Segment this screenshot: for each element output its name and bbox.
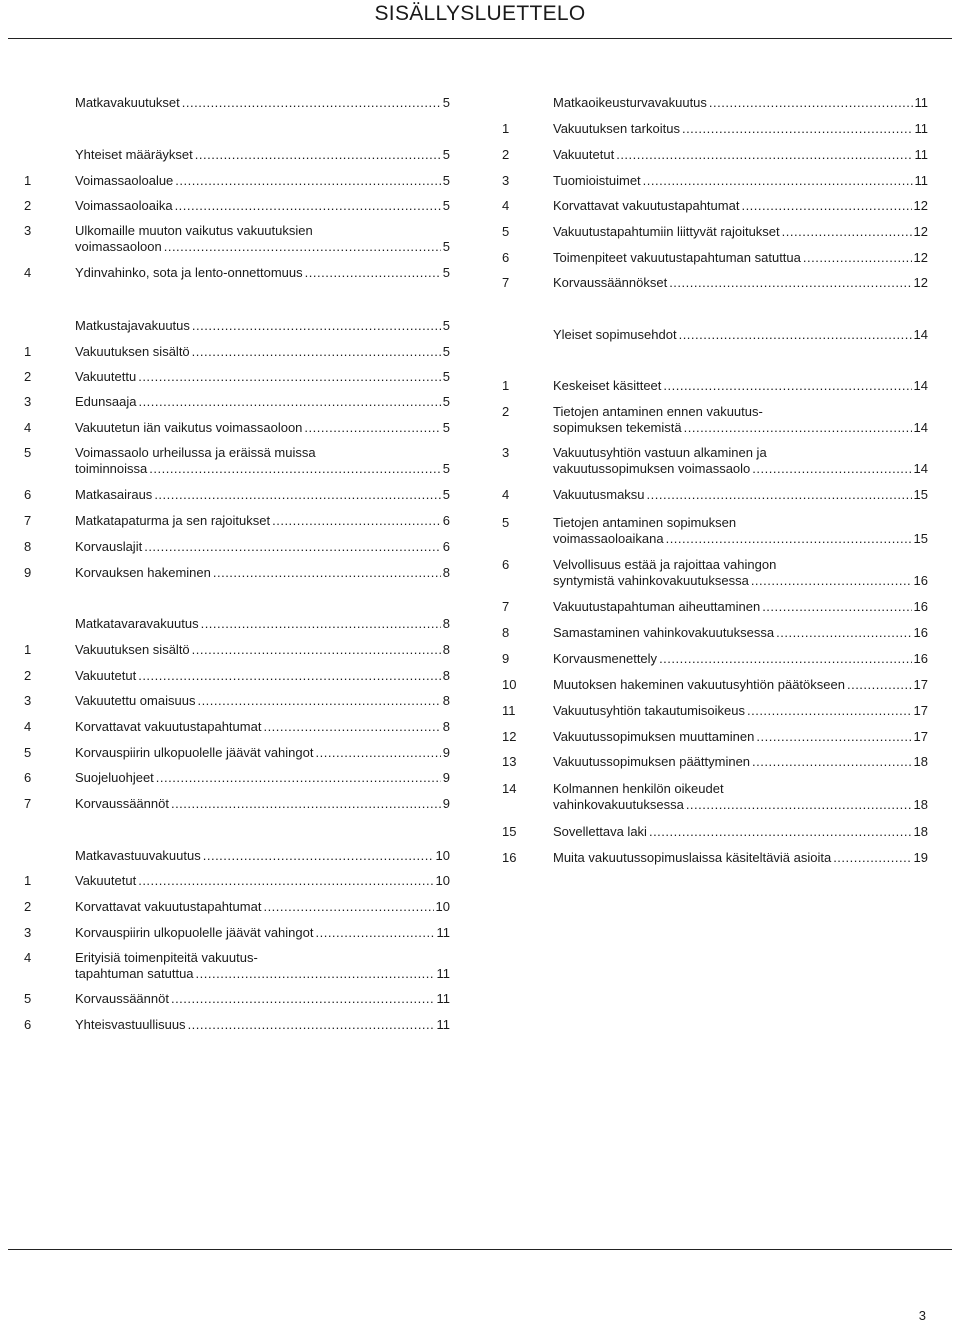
toc-entry-number: 4: [502, 487, 510, 502]
dot-leader: [776, 625, 911, 641]
toc-entry: [24, 565, 450, 581]
toc-entry: [24, 642, 450, 658]
toc-entry-number: 6: [24, 770, 32, 785]
toc-entry: [502, 121, 928, 137]
toc-entry: [502, 599, 928, 615]
toc-entry-page: 9: [442, 770, 450, 785]
toc-entry: [24, 394, 450, 410]
toc-entry-page: 8: [442, 693, 450, 708]
toc-entry-page: 12: [913, 250, 928, 265]
dot-leader: [175, 173, 440, 189]
toc-entry-title: Korvattavat vakuutustapahtumat: [75, 719, 262, 734]
toc-entry-number: 1: [502, 121, 510, 136]
toc-entry-title: syntymistä vahinkovakuutuksessa: [553, 573, 749, 588]
toc-entry-number: 1: [24, 173, 32, 188]
toc-entry-page: 18: [913, 754, 928, 769]
toc-entry-page: 11: [914, 173, 928, 188]
toc-entry-title: Sovellettava laki: [553, 824, 647, 839]
toc-entry: [24, 873, 450, 889]
toc-entry-number: 2: [502, 147, 510, 162]
dot-leader: [203, 848, 434, 864]
toc-entry-page: 8: [442, 565, 450, 580]
toc-entry-title: Voimassaoloalue: [75, 173, 174, 188]
toc-entry-title-line: Erityisiä toimenpiteitä vakuutus-: [75, 950, 258, 965]
toc-entry-title: Vakuutusmaksu: [553, 487, 645, 502]
toc-entry-title: Matkatavaravakuutus: [75, 616, 199, 631]
dot-leader: [659, 651, 911, 667]
toc-entry-number: 1: [24, 642, 32, 657]
toc-entry-title: Yleiset sopimusehdot: [553, 327, 677, 342]
toc-entry-title: Vakuutettu omaisuus: [75, 693, 196, 708]
toc-entry-title: toiminnoissa: [75, 461, 148, 476]
toc-entry-title: vahinkovakuutuksessa: [553, 797, 684, 812]
dot-leader: [752, 754, 911, 770]
toc-entry-title: Ydinvahinko, sota ja lento-onnettomuus: [75, 265, 303, 280]
toc-entry: [24, 693, 450, 709]
dot-leader: [643, 173, 913, 189]
dot-leader: [762, 599, 911, 615]
toc-entry: [24, 223, 450, 255]
toc-entry-title: Muita vakuutussopimuslaissa käsiteltäviä asioita: [553, 850, 832, 865]
toc-entry-title-line: Kolmannen henkilön oikeudet: [553, 781, 724, 796]
toc-entry: [502, 515, 928, 547]
dot-leader: [684, 420, 912, 436]
toc-entry: [502, 729, 928, 745]
dot-leader: [182, 95, 441, 111]
toc-entry-page: 12: [913, 275, 928, 290]
toc-entry-number: 1: [24, 873, 32, 888]
toc-entry-page: 5: [442, 173, 450, 188]
toc-entry-page: 5: [442, 344, 450, 359]
toc-entry: [24, 95, 450, 111]
toc-entry: [24, 198, 450, 214]
toc-entry-title: Vakuutustapahtumiin liittyvät rajoitukset: [553, 224, 780, 239]
dot-leader: [747, 703, 912, 719]
toc-entry: [502, 781, 928, 813]
dot-leader: [196, 966, 435, 982]
toc-entry-page: 5: [442, 198, 450, 213]
toc-entry: [24, 513, 450, 529]
toc-entry-title: Vakuutetut: [75, 668, 137, 683]
toc-entry-title: Tuomioistuimet: [553, 173, 641, 188]
toc-entry-page: 11: [914, 147, 928, 162]
toc-entry-title: Vakuutuksen sisältö: [75, 344, 190, 359]
toc-entry-number: 3: [24, 925, 32, 940]
dot-leader: [175, 198, 441, 214]
dot-leader: [666, 531, 912, 547]
toc-entry-number: 6: [502, 250, 510, 265]
toc-entry-page: 10: [435, 873, 450, 888]
toc-entry-page: 11: [436, 1017, 450, 1032]
dot-leader: [197, 693, 440, 709]
toc-entry: [24, 1017, 450, 1033]
toc-entry-number: 4: [24, 719, 32, 734]
toc-entry-page: 18: [913, 797, 928, 812]
toc-entry-number: 4: [24, 265, 32, 280]
toc-entry-number: 14: [502, 781, 517, 796]
toc-entry-title: Matkavakuutukset: [75, 95, 180, 110]
toc-entry: [502, 625, 928, 641]
toc-entry-title: Samastaminen vahinkovakuutuksessa: [553, 625, 775, 640]
toc-entry-title: Vakuutuksen tarkoitus: [553, 121, 680, 136]
toc-entry-page: 5: [442, 95, 450, 110]
toc-entry-number: 3: [502, 173, 510, 188]
toc-entry-page: 8: [442, 668, 450, 683]
toc-entry-number: 3: [24, 394, 32, 409]
toc-entry-page: 11: [914, 95, 928, 110]
toc-entry-title: Vakuutussopimuksen muuttaminen: [553, 729, 755, 744]
toc-entry-page: 9: [442, 796, 450, 811]
dot-leader: [192, 344, 441, 360]
toc-entry-number: 1: [24, 344, 32, 359]
toc-entry-title: Vakuutuksen sisältö: [75, 642, 190, 657]
toc-entry-number: 6: [24, 1017, 32, 1032]
toc-entry: [24, 770, 450, 786]
toc-entry: [24, 147, 450, 163]
toc-entry-page: 16: [913, 599, 928, 614]
toc-entry-title: Korvattavat vakuutustapahtumat: [75, 899, 262, 914]
toc-entry: [502, 703, 928, 719]
toc-entry: [502, 824, 928, 840]
toc-entry-title: Korvattavat vakuutustapahtumat: [553, 198, 740, 213]
dot-leader: [752, 461, 911, 477]
toc-entry-page: 15: [913, 487, 928, 502]
toc-entry: [502, 677, 928, 693]
toc-entry-number: 2: [502, 404, 510, 419]
toc-entry-title: Vakuutettu: [75, 369, 137, 384]
toc-entry: [502, 378, 928, 394]
toc-entry-title: Vakuutustapahtuman aiheuttaminen: [553, 599, 761, 614]
toc-entry: [24, 344, 450, 360]
toc-entry-title: Korvauslajit: [75, 539, 143, 554]
page-number: 3: [918, 1308, 926, 1323]
toc-entry: [24, 950, 450, 982]
toc-entry-number: 2: [24, 899, 32, 914]
toc-entry-page: 14: [913, 327, 928, 342]
toc-entry-page: 8: [442, 719, 450, 734]
dot-leader: [156, 770, 441, 786]
toc-entry-title: Matkavastuuvakuutus: [75, 848, 201, 863]
toc-entry-title: Suojeluohjeet: [75, 770, 154, 785]
toc-entry-title: Matkaoikeusturvavakuutus: [553, 95, 707, 110]
toc-entry-title: sopimuksen tekemistä: [553, 420, 682, 435]
dot-leader: [315, 745, 440, 761]
dot-leader: [782, 224, 912, 240]
toc-entry-number: 2: [24, 668, 32, 683]
dot-leader: [192, 318, 441, 334]
toc-entry: [24, 719, 450, 735]
toc-entry-title: Keskeiset käsitteet: [553, 378, 662, 393]
dot-leader: [833, 850, 911, 866]
toc-entry-page: 16: [913, 573, 928, 588]
toc-entry-title: Matkasairaus: [75, 487, 153, 502]
toc-entry: [24, 991, 450, 1007]
dot-leader: [679, 327, 912, 343]
toc-entry-number: 3: [24, 223, 32, 238]
toc-entry: [24, 445, 450, 477]
toc-entry-number: 6: [24, 487, 32, 502]
dot-leader: [741, 198, 911, 214]
toc-entry-title-line: Tietojen antaminen ennen vakuutus-: [553, 404, 763, 419]
toc-entry: [24, 318, 450, 334]
toc-entry: [24, 796, 450, 812]
toc-entry: [502, 557, 928, 589]
toc-entry-number: 7: [502, 275, 510, 290]
toc-entry: [24, 668, 450, 684]
dot-leader: [195, 147, 441, 163]
toc-entry-number: 5: [24, 745, 32, 760]
toc-entry: [502, 250, 928, 266]
toc-entry-title: Korvausmenettely: [553, 651, 658, 666]
toc-entry-page: 5: [442, 239, 450, 254]
toc-entry-number: 11: [502, 703, 516, 718]
toc-entry-page: 11: [914, 121, 928, 136]
toc-entry-number: 3: [502, 445, 510, 460]
toc-entry: [24, 848, 450, 864]
toc-entry: [502, 445, 928, 477]
toc-entry-title: Edunsaaja: [75, 394, 137, 409]
toc-entry-page: 6: [442, 513, 450, 528]
toc-entry-title-line: Vakuutusyhtiön vastuun alkaminen ja: [553, 445, 767, 460]
toc-entry-page: 5: [442, 420, 450, 435]
toc-entry-title: Korvauspiirin ulkopuolelle jäävät vahingot: [75, 745, 314, 760]
toc-entry-title: vakuutussopimuksen voimassaolo: [553, 461, 751, 476]
toc-entry-title: Yhteiset määräykset: [75, 147, 193, 162]
dot-leader: [709, 95, 913, 111]
toc-entry-title: voimassaoloaikana: [553, 531, 664, 546]
toc-entry-page: 14: [913, 378, 928, 393]
toc-entry: [502, 224, 928, 240]
toc-entry-number: 2: [24, 369, 32, 384]
toc-entry-number: 5: [502, 515, 510, 530]
toc-entry-page: 15: [913, 531, 928, 546]
dot-leader: [803, 250, 912, 266]
dot-leader: [213, 565, 441, 581]
dot-leader: [144, 539, 441, 555]
toc-entry-number: 4: [24, 950, 32, 965]
dot-leader: [263, 899, 433, 915]
dot-leader: [138, 369, 441, 385]
toc-entry-title: Vakuutetun iän vaikutus voimassaoloon: [75, 420, 303, 435]
dot-leader: [263, 719, 440, 735]
toc-entry-title: voimassaoloon: [75, 239, 162, 254]
dot-leader: [171, 796, 441, 812]
bottom-divider: [8, 1249, 952, 1250]
toc-entry-number: 5: [24, 991, 32, 1006]
toc-entry-page: 11: [436, 991, 450, 1006]
toc-entry-number: 8: [502, 625, 510, 640]
dot-leader: [847, 677, 912, 693]
toc-entry-number: 12: [502, 729, 517, 744]
toc-entry-page: 5: [442, 394, 450, 409]
dot-leader: [164, 239, 441, 255]
toc-entry: [502, 850, 928, 866]
dot-leader: [138, 394, 440, 410]
toc-entry: [502, 95, 928, 111]
toc-entry-number: 2: [24, 198, 32, 213]
toc-entry-page: 17: [913, 729, 928, 744]
toc-entry-number: 9: [502, 651, 510, 666]
toc-entry-title: Vakuutetut: [553, 147, 615, 162]
toc-entry: [502, 487, 928, 503]
toc-entry: [502, 198, 928, 214]
dot-leader: [149, 461, 441, 477]
toc-entry-page: 10: [435, 848, 450, 863]
toc-entry: [24, 369, 450, 385]
dot-leader: [649, 824, 912, 840]
dot-leader: [272, 513, 441, 529]
toc-entry-number: 15: [502, 824, 517, 839]
top-divider: [8, 38, 952, 39]
toc-entry-title: Toimenpiteet vakuutustapahtuman satuttua: [553, 250, 801, 265]
toc-entry: [24, 173, 450, 189]
toc-entry: [502, 327, 928, 343]
toc-entry-page: 9: [442, 745, 450, 760]
toc-entry-number: 5: [24, 445, 32, 460]
toc-entry: [24, 899, 450, 915]
toc-entry: [24, 420, 450, 436]
dot-leader: [751, 573, 912, 589]
toc-entry-title: Korvauksen hakeminen: [75, 565, 211, 580]
toc-entry-number: 16: [502, 850, 517, 865]
toc-entry-number: 7: [24, 513, 32, 528]
toc-entry: [24, 925, 450, 941]
toc-entry-number: 7: [24, 796, 32, 811]
toc-entry-title: Korvaussäännöt: [75, 991, 169, 1006]
page-title: SISÄLLYSLUETTELO: [374, 2, 586, 25]
toc-entry-title: Yhteisvastuullisuus: [75, 1017, 186, 1032]
dot-leader: [669, 275, 911, 291]
toc-entry: [502, 147, 928, 163]
toc-entry-page: 14: [913, 420, 928, 435]
toc-entry-number: 4: [502, 198, 510, 213]
dot-leader: [686, 797, 912, 813]
toc-entry: [502, 173, 928, 189]
toc-entry-page: 16: [913, 651, 928, 666]
toc-entry-number: 13: [502, 754, 517, 769]
toc-entry-page: 5: [442, 461, 450, 476]
dot-leader: [315, 925, 434, 941]
toc-entry-page: 18: [913, 824, 928, 839]
toc-entry-number: 4: [24, 420, 32, 435]
toc-entry: [502, 404, 928, 436]
toc-entry-number: 7: [502, 599, 510, 614]
toc-entry-title: Muutoksen hakeminen vakuutusyhtiön päätökseen: [553, 677, 845, 692]
toc-entry-number: 9: [24, 565, 32, 580]
toc-entry-title: Korvaussäännöt: [75, 796, 169, 811]
toc-entry-page: 5: [442, 318, 450, 333]
toc-entry-page: 5: [442, 265, 450, 280]
toc-entry-title: tapahtuman satuttua: [75, 966, 194, 981]
toc-entry-title: Matkatapaturma ja sen rajoitukset: [75, 513, 271, 528]
toc-entry-number: 5: [502, 224, 510, 239]
toc-entry-number: 10: [502, 677, 517, 692]
dot-leader: [756, 729, 911, 745]
toc-entry-title: Vakuutussopimuksen päättyminen: [553, 754, 751, 769]
dot-leader: [663, 378, 911, 394]
toc-entry-title: Matkustajavakuutus: [75, 318, 190, 333]
toc-entry-number: 1: [502, 378, 510, 393]
toc-entry-page: 17: [913, 703, 928, 718]
toc-entry-page: 8: [442, 616, 450, 631]
toc-entry: [502, 754, 928, 770]
toc-entry-title-line: Voimassaolo urheilussa ja eräissä muissa: [75, 445, 316, 460]
toc-entry-title: Vakuutusyhtiön takautumisoikeus: [553, 703, 745, 718]
toc-entry-title: Korvauspiirin ulkopuolelle jäävät vahingot: [75, 925, 314, 940]
toc-entry-page: 14: [913, 461, 928, 476]
toc-entry-title-line: Ulkomaille muuton vaikutus vakuutuksien: [75, 223, 313, 238]
toc-entry-page: 19: [913, 850, 928, 865]
toc-entry-title: Korvaussäännökset: [553, 275, 668, 290]
dot-leader: [305, 265, 441, 281]
dot-leader: [201, 616, 441, 632]
toc-entry: [24, 745, 450, 761]
toc-entry: [502, 275, 928, 291]
toc-entry-title-line: Velvollisuus estää ja rajoittaa vahingon: [553, 557, 777, 572]
toc-entry-number: 6: [502, 557, 510, 572]
dot-leader: [171, 991, 435, 1007]
dot-leader: [616, 147, 912, 163]
toc-entry-title: Vakuutetut: [75, 873, 137, 888]
dot-leader: [138, 873, 433, 889]
toc-entry-page: 5: [442, 147, 450, 162]
toc-entry-number: 8: [24, 539, 32, 554]
dot-leader: [304, 420, 440, 436]
toc-entry-page: 10: [435, 899, 450, 914]
toc-entry-page: 16: [913, 625, 928, 640]
toc-entry: [24, 616, 450, 632]
dot-leader: [682, 121, 913, 137]
toc-entry-title-line: Tietojen antaminen sopimuksen: [553, 515, 737, 530]
toc-entry-page: 17: [913, 677, 928, 692]
toc-entry-page: 8: [442, 642, 450, 657]
toc-entry-title: Voimassaoloaika: [75, 198, 173, 213]
toc-entry: [24, 539, 450, 555]
dot-leader: [138, 668, 441, 684]
dot-leader: [154, 487, 440, 503]
toc-entry: [24, 487, 450, 503]
toc-entry-page: 6: [442, 539, 450, 554]
toc-entry: [502, 651, 928, 667]
toc-entry-page: 11: [436, 925, 450, 940]
dot-leader: [647, 487, 912, 503]
toc-entry-page: 12: [913, 198, 928, 213]
toc-entry: [24, 265, 450, 281]
toc-entry-page: 5: [442, 369, 450, 384]
dot-leader: [192, 642, 441, 658]
toc-entry-number: 3: [24, 693, 32, 708]
toc-entry-page: 12: [913, 224, 928, 239]
dot-leader: [188, 1017, 435, 1033]
toc-entry-page: 5: [442, 487, 450, 502]
toc-entry-page: 11: [436, 966, 450, 981]
